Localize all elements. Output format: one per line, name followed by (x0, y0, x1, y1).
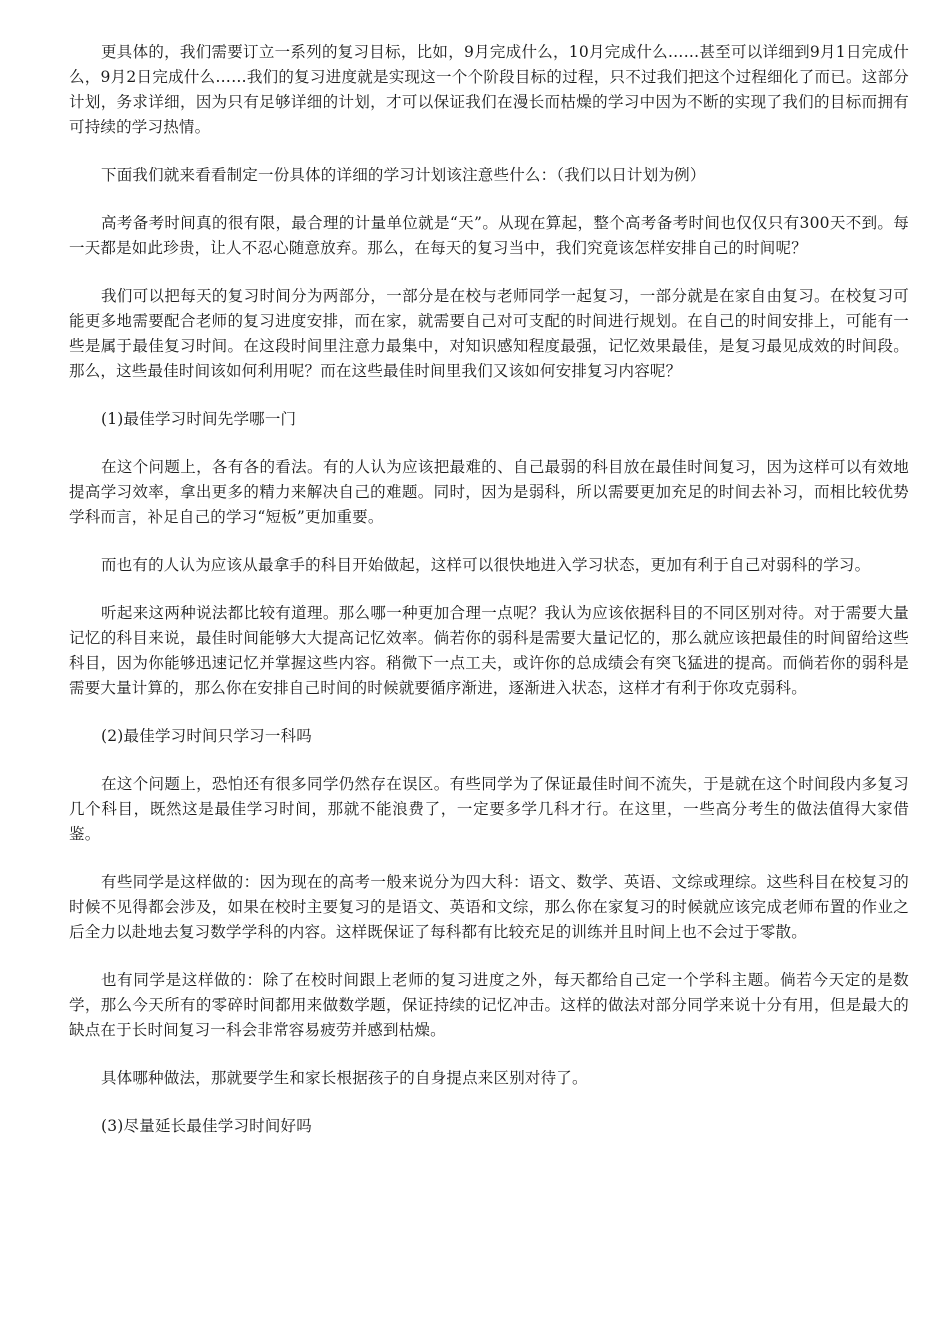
paragraph-days-unit: 高考备考时间真的很有限，最合理的计量单位就是“天”。从现在算起，整个高考备考时间也仅仅只有300天不到。每一天都是如此珍贵，让人不忍心随意放弃。那么，在每天的复习当中，我们究竟该怎样安排自己的时间呢？ (69, 214, 909, 257)
section-heading-3: (3)尽量延长最佳学习时间好吗 (101, 1117, 312, 1135)
paragraph-plan-intro: 下面我们就来看看制定一份具体的详细的学习计划该注意些什么：（我们以日计划为例） (101, 166, 706, 184)
section-heading-2: (2)最佳学习时间只学习一科吗 (101, 727, 312, 745)
paragraph-daily-theme: 也有同学是这样做的：除了在校时间跟上老师的复习进度之外，每天都给自己定一个学科主题。倘若今天定的是数学，那么今天所有的零碎时间都用来做数学题，保证持续的记忆冲击。这样的做法对部分同学来说十分有用，但是最大的缺点在于长时间复习一科会非常容易疲劳并感到枯燥。 (69, 971, 909, 1039)
section-heading-1: (1)最佳学习时间先学哪一门 (101, 410, 297, 428)
document-page (69, 40, 909, 1162)
paragraph-strong-subject-first: 而也有的人认为应该从最拿手的科目开始做起，这样可以很快地进入学习状态，更加有利于自己对弱科的学习。 (101, 556, 871, 574)
paragraph-differentiate: 听起来这两种说法都比较有道理。那么哪一种更加合理一点呢？我认为应该依据科目的不同区别对待。对于需要大量记忆的科目来说，最佳时间能够大大提高记忆效率。倘若你的弱科是需要大量记忆的，那么就应该把最佳的时间留给这些科目，因为你能够迅速记忆并掌握这些内容。稍微下一点工夫，或许你的总成绩会有突飞猛进的提高。而倘若你的弱科是需要大量计算的，那么你在安排自己时间的时候就要循序渐进，逐渐进入状态，这样才有利于你攻克弱科。 (69, 604, 909, 697)
paragraph-four-subjects: 有些同学是这样做的：因为现在的高考一般来说分为四大科：语文、数学、英语、文综或理综。这些科目在校复习的时候不见得都会涉及，如果在校时主要复习的是语文、英语和文综，那么你在家复习的时候就应该完成老师布置的作业之后全力以赴地去复习数学学科的内容。这样既保证了每科都有比较充足的训练并且时间上也不会过于零散。 (69, 873, 909, 941)
paragraph-conclusion: 具体哪种做法，那就要学生和家长根据孩子的自身提点来区别对待了。 (101, 1069, 588, 1087)
paragraph-weak-subject-first: 在这个问题上，各有各的看法。有的人认为应该把最难的、自己最弱的科目放在最佳时间复习，因为这样可以有效地提高学习效率，拿出更多的精力来解决自己的难题。同时，因为是弱科，所以需要更加充足的时间去补习，而相比较优势学科而言，补足自己的学习“短板”更加重要。 (69, 458, 909, 526)
paragraph-misconception: 在这个问题上，恐怕还有很多同学仍然存在误区。有些同学为了保证最佳时间不流失，于是就在这个时间段内多复习几个科目，既然这是最佳学习时间，那就不能浪费了，一定要多学几科才行。在这里，一些高分考生的做法值得大家借鉴。 (69, 775, 909, 843)
paragraph-two-parts: 我们可以把每天的复习时间分为两部分，一部分是在校与老师同学一起复习，一部分就是在家自由复习。在校复习可能更多地需要配合老师的复习进度安排，而在家，就需要自己对可支配的时间进行规划。在自己的时间安排上，可能有一些是属于最佳复习时间。在这段时间里注意力最集中，对知识感知程度最强，记忆效果最佳，是复习最见成效的时间段。那么，这些最佳时间该如何利用呢？而在这些最佳时间里我们又该如何安排复习内容呢？ (69, 287, 909, 380)
paragraph-review-goals: 更具体的，我们需要订立一系列的复习目标，比如，9月完成什么，10月完成什么……甚至可以详细到9月1日完成什么，9月2日完成什么……我们的复习进度就是实现这一个个阶段目标的过程，只不过我们把这个过程细化了而已。这部分计划，务求详细，因为只有足够详细的计划，才可以保证我们在漫长而枯燥的学习中因为不断的实现了我们的目标而拥有可持续的学习热情。 (69, 43, 909, 136)
